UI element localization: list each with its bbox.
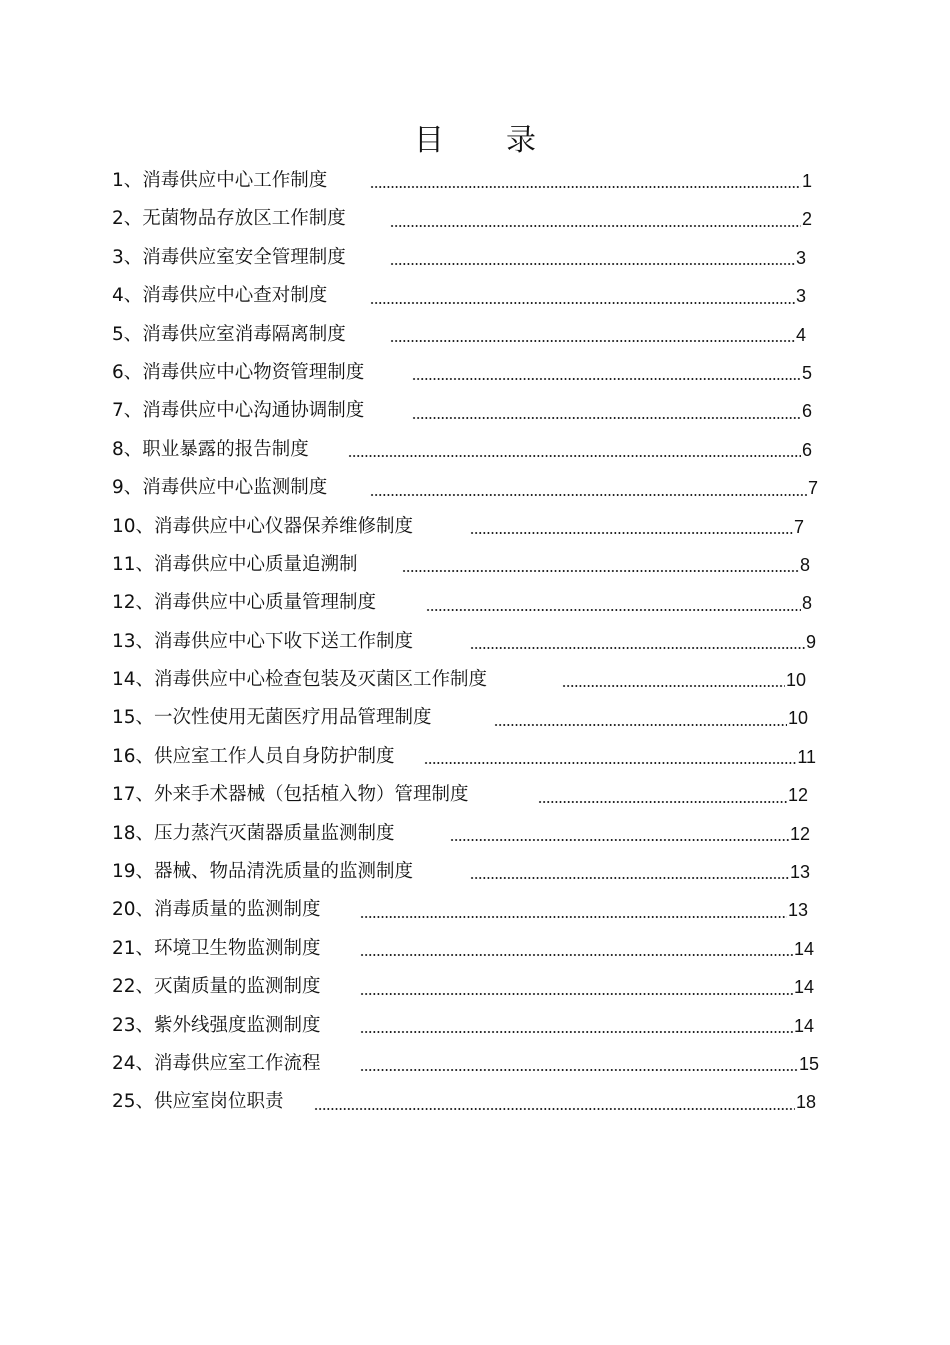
toc-dot-leader <box>390 316 796 354</box>
toc-dot-leader <box>370 162 802 200</box>
toc-entry-page-number: 13 <box>787 900 808 921</box>
toc-dot-leader <box>348 431 802 469</box>
toc-entry-label: 17、外来手术器械（包括植入物）管理制度 <box>112 784 469 806</box>
toc-entry <box>112 469 818 507</box>
toc-entry-label: 9、消毒供应中心监测制度 <box>112 477 328 499</box>
toc-entry-page-number: 6 <box>801 439 812 460</box>
toc-entry-leader <box>450 815 810 853</box>
toc-entry-page-number: 7 <box>793 516 804 537</box>
toc-dot-leader <box>360 1045 799 1083</box>
toc-entry <box>112 930 812 968</box>
toc-dot-leader <box>538 776 788 814</box>
toc-entry <box>112 699 812 737</box>
toc-entry <box>112 162 812 200</box>
toc-entry-leader <box>360 1007 814 1045</box>
toc-entry-label: 21、环境卫生物监测制度 <box>112 937 321 959</box>
toc-entry-label: 7、消毒供应中心沟通协调制度 <box>112 400 365 422</box>
toc-entry-leader <box>494 699 808 737</box>
toc-entry <box>112 584 812 622</box>
toc-dot-leader <box>360 1007 794 1045</box>
toc-entry-label: 2、无菌物品存放区工作制度 <box>112 208 346 230</box>
toc-entry <box>112 776 812 814</box>
toc-entry-page-number: 14 <box>793 977 814 998</box>
toc-entry-label: 14、消毒供应中心检查包装及灭菌区工作制度 <box>112 669 488 691</box>
toc-entry-leader <box>562 661 806 699</box>
toc-entry-leader <box>390 200 812 238</box>
toc-entry <box>112 661 812 699</box>
toc-entry <box>112 1007 812 1045</box>
toc-entry-page-number: 15 <box>798 1053 819 1074</box>
toc-entry-page-number: 8 <box>801 593 812 614</box>
toc-dot-leader <box>370 469 808 507</box>
toc-dot-leader <box>370 277 796 315</box>
toc-dot-leader <box>470 623 806 661</box>
toc-entry <box>112 392 812 430</box>
toc-entry-page-number: 7 <box>807 478 818 499</box>
toc-entry <box>112 1045 819 1083</box>
toc-dot-leader <box>494 699 788 737</box>
toc-dot-leader <box>360 968 794 1006</box>
toc-entry-page-number: 10 <box>785 670 806 691</box>
toc-entry-label: 23、紫外线强度监测制度 <box>112 1014 321 1036</box>
toc-entry-label: 18、压力蒸汽灭菌器质量监测制度 <box>112 822 395 844</box>
toc-entry-page-number: 12 <box>787 785 808 806</box>
toc-entry <box>112 431 812 469</box>
toc-dot-leader <box>412 392 802 430</box>
toc-entry-label: 25、供应室岗位职责 <box>112 1091 284 1113</box>
toc-entry-label: 15、一次性使用无菌医疗用品管理制度 <box>112 707 432 729</box>
toc-entry <box>112 200 812 238</box>
toc-entry-page-number: 3 <box>795 247 806 268</box>
toc-entry-leader <box>360 968 814 1006</box>
toc-dot-leader <box>470 853 790 891</box>
toc-entry-page-number: 18 <box>795 1092 816 1113</box>
toc-dot-leader <box>470 508 794 546</box>
toc-entry-label: 19、器械、物品清洗质量的监测制度 <box>112 861 414 883</box>
toc-entry-label: 4、消毒供应中心查对制度 <box>112 285 328 307</box>
toc-entry-label: 13、消毒供应中心下收下送工作制度 <box>112 630 414 652</box>
toc-title-char-1: 目 <box>414 123 444 158</box>
toc-entry-leader <box>402 546 810 584</box>
toc-dot-leader <box>360 930 794 968</box>
toc-entry <box>112 853 812 891</box>
table-of-contents <box>112 162 819 1122</box>
toc-entry-page-number: 2 <box>801 209 812 230</box>
toc-entry-page-number: 4 <box>795 324 806 345</box>
toc-entry-label: 20、消毒质量的监测制度 <box>112 899 321 921</box>
toc-dot-leader <box>412 354 802 392</box>
toc-entry <box>112 546 812 584</box>
toc-entry <box>112 891 812 929</box>
toc-entry-leader <box>348 431 812 469</box>
toc-entry-label: 12、消毒供应中心质量管理制度 <box>112 592 377 614</box>
toc-entry-leader <box>390 239 806 277</box>
toc-entry-leader <box>360 1045 819 1083</box>
toc-title <box>0 112 950 162</box>
toc-entry-page-number: 6 <box>801 401 812 422</box>
toc-dot-leader <box>402 546 800 584</box>
toc-entry-leader <box>360 891 808 929</box>
toc-entry-leader <box>390 316 806 354</box>
toc-entry-page-number: 12 <box>789 823 810 844</box>
toc-entry-page-number: 9 <box>805 631 816 652</box>
toc-entry <box>112 239 812 277</box>
toc-entry-label: 24、消毒供应室工作流程 <box>112 1052 321 1074</box>
toc-entry-leader <box>360 930 814 968</box>
toc-entry-leader <box>426 584 812 622</box>
toc-entry <box>112 1083 816 1121</box>
toc-entry <box>112 354 812 392</box>
toc-entry <box>112 815 812 853</box>
toc-entry-leader <box>370 162 812 200</box>
toc-entry-page-number: 8 <box>799 554 810 575</box>
toc-dot-leader <box>450 815 790 853</box>
toc-entry-page-number: 5 <box>801 362 812 383</box>
toc-entry-label: 1、消毒供应中心工作制度 <box>112 170 328 191</box>
toc-dot-leader <box>390 239 796 277</box>
toc-entry-label: 11、消毒供应中心质量追溯制 <box>112 553 358 575</box>
toc-entry-label: 22、灭菌质量的监测制度 <box>112 976 321 998</box>
toc-entry-page-number: 11 <box>797 746 816 767</box>
toc-entry-page-number: 10 <box>787 708 808 729</box>
toc-entry <box>112 623 816 661</box>
toc-entry-leader <box>412 392 812 430</box>
toc-entry-page-number: 14 <box>793 1015 814 1036</box>
toc-entry-leader <box>470 623 816 661</box>
toc-entry <box>112 277 812 315</box>
toc-dot-leader <box>562 661 786 699</box>
toc-entry-label: 6、消毒供应中心物资管理制度 <box>112 361 365 383</box>
toc-entry <box>112 968 812 1006</box>
toc-entry-leader <box>538 776 808 814</box>
toc-entry-page-number: 14 <box>793 938 814 959</box>
toc-entry-label: 16、供应室工作人员自身防护制度 <box>112 745 395 767</box>
toc-entry-page-number: 13 <box>789 862 810 883</box>
toc-entry-leader <box>470 508 804 546</box>
toc-entry-page-number: 3 <box>795 286 806 307</box>
toc-dot-leader <box>426 584 802 622</box>
toc-entry <box>112 738 816 776</box>
toc-entry-label: 3、消毒供应室安全管理制度 <box>112 246 346 268</box>
toc-title-char-2: 录 <box>506 123 536 158</box>
toc-dot-leader <box>360 891 788 929</box>
toc-entry-label: 8、职业暴露的报告制度 <box>112 438 309 460</box>
toc-entry-leader <box>370 469 818 507</box>
toc-entry-label: 5、消毒供应室消毒隔离制度 <box>112 323 346 345</box>
toc-dot-leader <box>314 1083 796 1121</box>
toc-entry <box>112 316 812 354</box>
toc-entry-leader <box>470 853 810 891</box>
toc-dot-leader <box>424 738 797 776</box>
toc-entry <box>112 508 812 546</box>
toc-entry-leader <box>412 354 812 392</box>
toc-entry-label: 10、消毒供应中心仪器保养维修制度 <box>112 515 414 537</box>
toc-dot-leader <box>390 200 802 238</box>
toc-entry-leader <box>370 277 806 315</box>
toc-entry-page-number: 1 <box>801 171 812 191</box>
toc-entry-leader <box>314 1083 816 1121</box>
toc-entry-leader <box>424 738 816 776</box>
